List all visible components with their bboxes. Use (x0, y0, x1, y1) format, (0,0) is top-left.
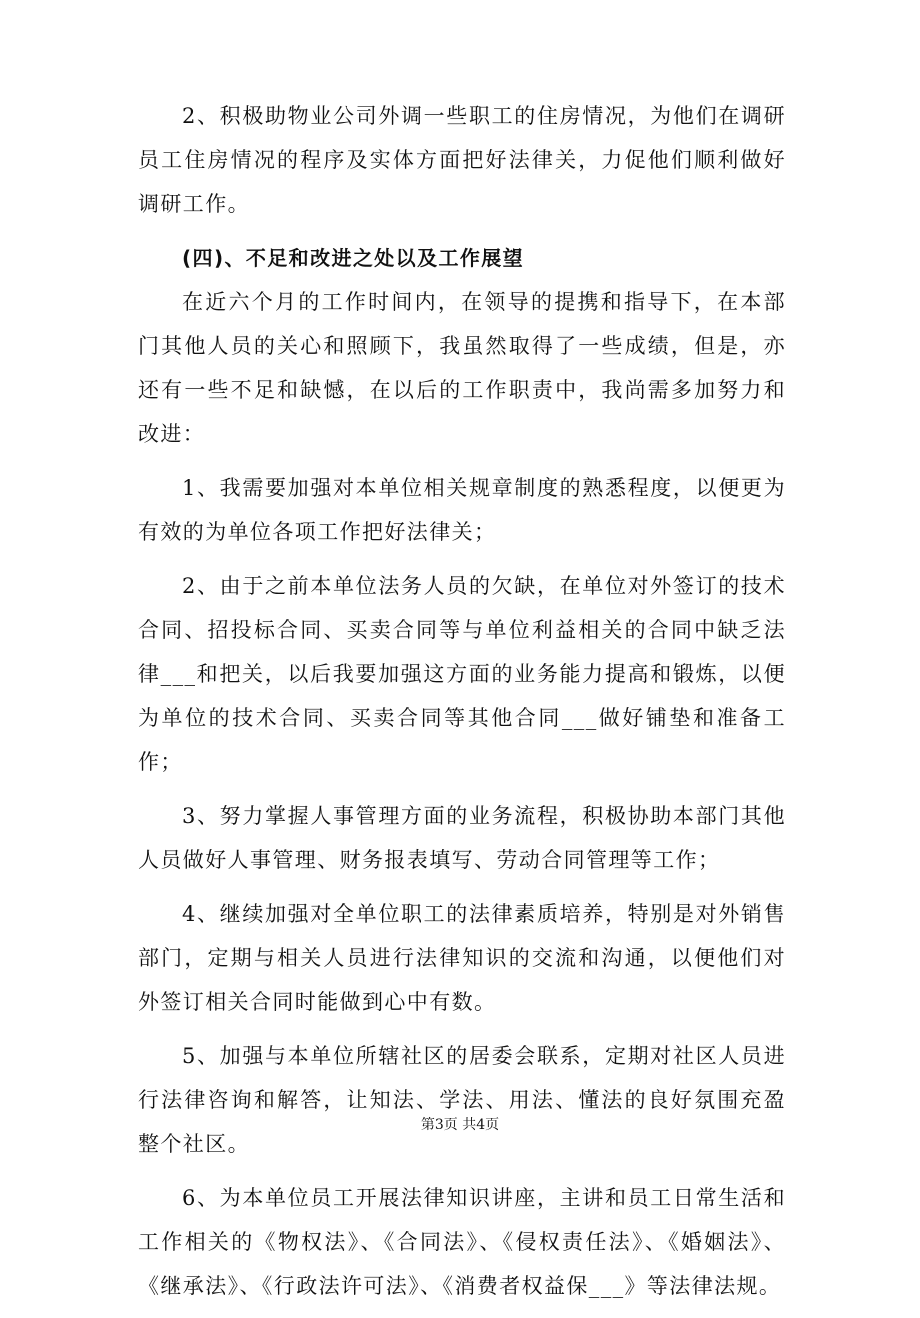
paragraph-item-2: 2、由于之前本单位法务人员的欠缺，在单位对外签订的技术合同、招投标合同、买卖合同等与单位利益相关的合同中缺乏法律___和把关，以后我要加强这方面的业务能力提高和锻炼，以便为单位的技术合同、买卖合同等其他合同___做好铺垫和准备工作； (138, 574, 786, 774)
paragraph-item-4: 4、继续加强对全单位职工的法律素质培养，特别是对外销售部门，定期与相关人员进行法律知识的交流和沟通，以便他们对外签订相关合同时能做到心中有数。 (138, 902, 786, 1014)
paragraph-item-5: 5、加强与本单位所辖社区的居委会联系，定期对社区人员进行法律咨询和解答，让知法、学法、用法、懂法的良好氛围充盈整个社区。 (138, 1044, 786, 1156)
paragraph-item-3: 3、努力掌握人事管理方面的业务流程，积极协助本部门其他人员做好人事管理、财务报表填写、劳动合同管理等工作； (138, 804, 786, 872)
section-heading: (四)、不足和改进之处以及工作展望 (182, 246, 525, 270)
paragraph-item-1: 1、我需要加强对本单位相关规章制度的熟悉程度，以便更为有效的为单位各项工作把好法律关； (138, 476, 786, 544)
paragraph-item-6: 6、为本单位员工开展法律知识讲座，主讲和员工日常生活和工作相关的《物权法》、《合同法》、《侵权责任法》、《婚姻法》、《继承法》、《行政法许可法》、《消费者权益保___》等法律法规。 (138, 1186, 786, 1298)
page-number-footer: 第3页 共4页 (420, 1117, 500, 1133)
document-body (138, 94, 786, 1318)
paragraph-item-2-continued: 2、积极助物业公司外调一些职工的住房情况，为他们在调研员工住房情况的程序及实体方面把好法律关，力促他们顺利做好调研工作。 (138, 104, 786, 216)
paragraph-intro: 在近六个月的工作时间内，在领导的提携和指导下，在本部门其他人员的关心和照顾下，我虽然取得了一些成绩，但是，亦还有一些不足和缺憾，在以后的工作职责中，我尚需多加努力和改进： (138, 290, 786, 446)
